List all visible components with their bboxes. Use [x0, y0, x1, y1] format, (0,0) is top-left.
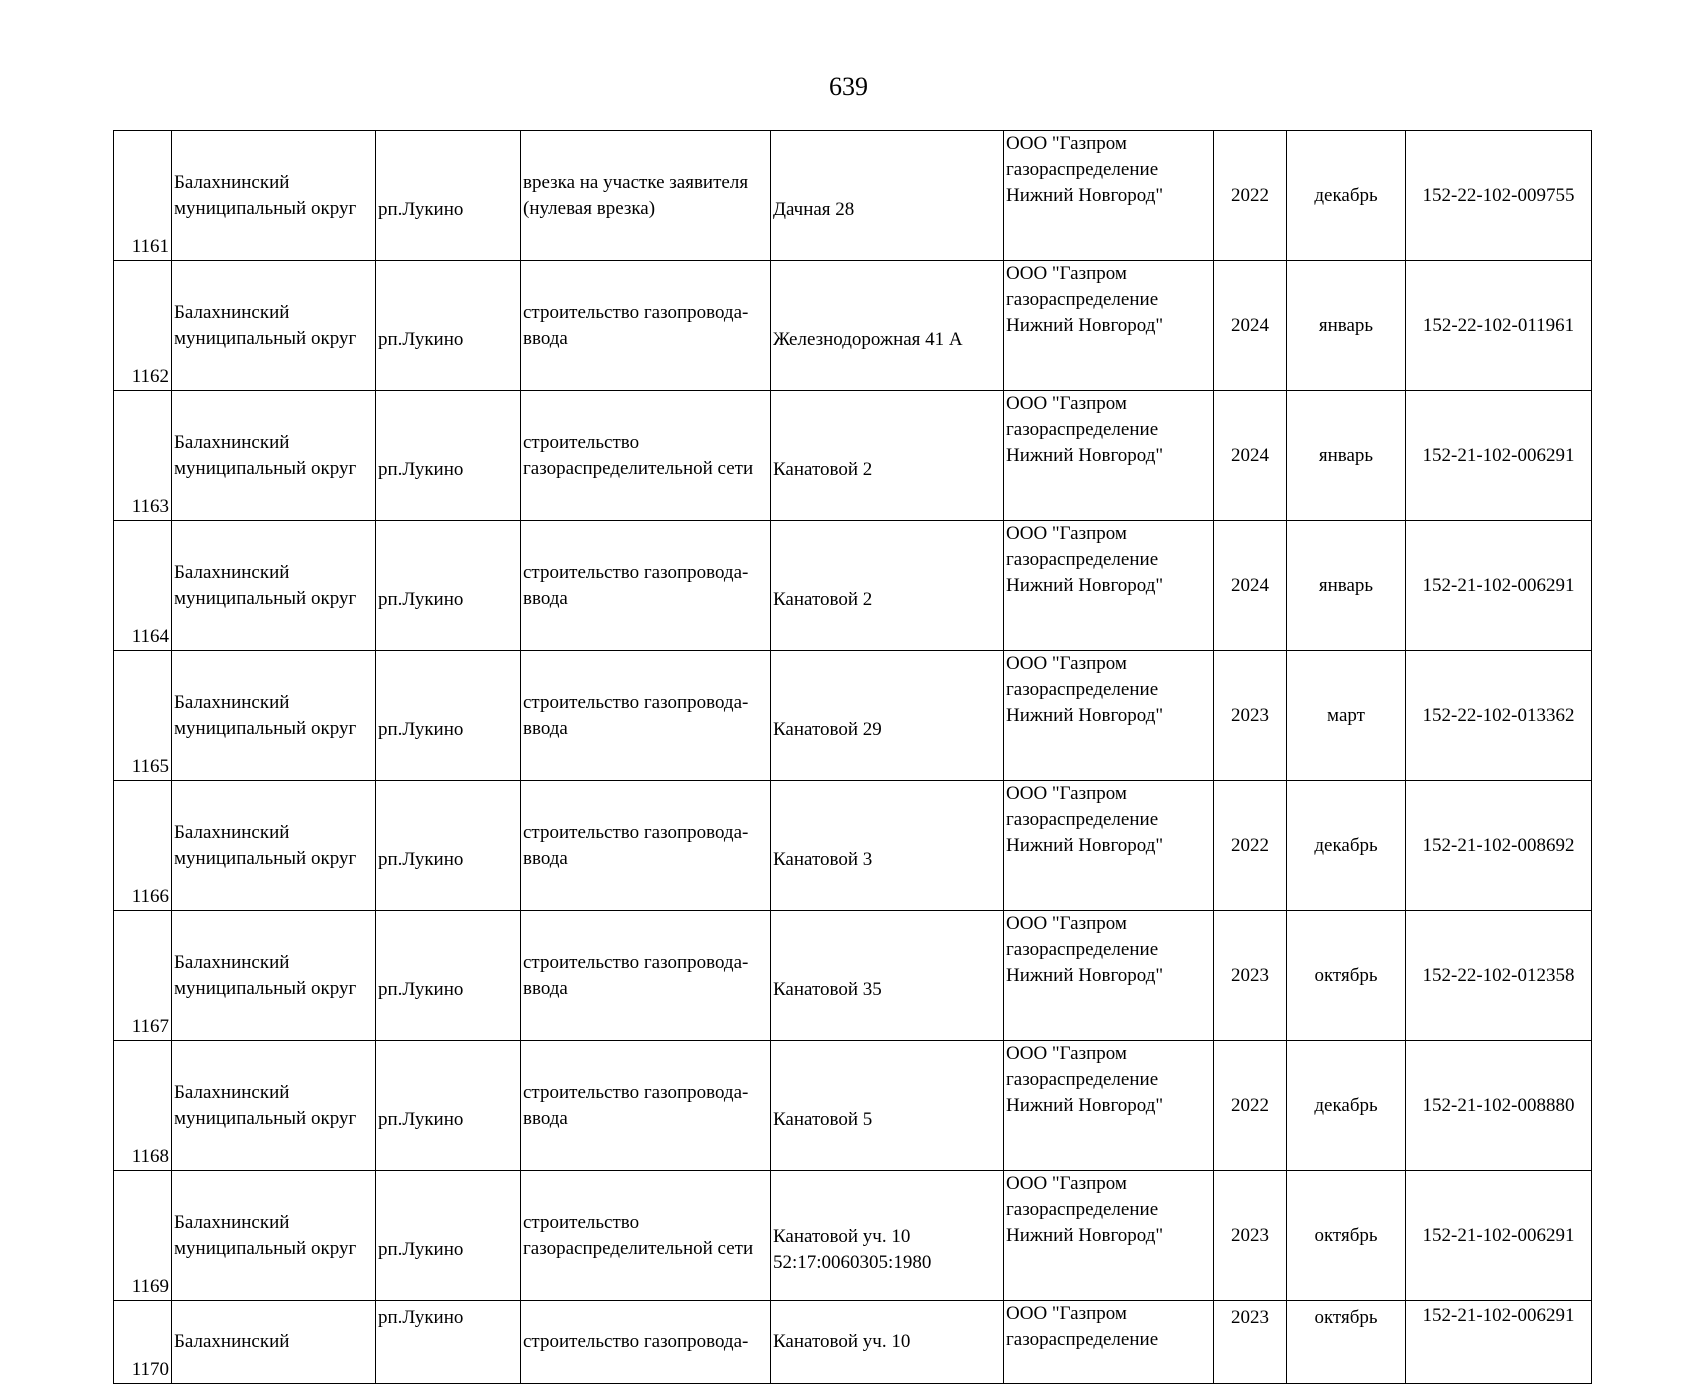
work-type-cell: строительство газопровода-ввода	[521, 781, 771, 911]
address-cell: Канатовой 5	[771, 1041, 1004, 1171]
work-type-cell: врезка на участке заявителя (нулевая врезка)	[521, 131, 771, 261]
district-cell: Балахнинский муниципальный округ	[172, 781, 376, 911]
organization-cell: ООО "Газпром газораспределение Нижний Новгород"	[1004, 261, 1214, 391]
table-row	[114, 651, 1592, 781]
code-cell: 152-21-102-006291	[1406, 1301, 1592, 1384]
work-type-cell: строительство газораспределительной сети	[521, 391, 771, 521]
table-row	[114, 391, 1592, 521]
code-cell: 152-21-102-006291	[1406, 391, 1592, 521]
row-number: 1161	[114, 131, 172, 261]
code-cell: 152-22-102-013362	[1406, 651, 1592, 781]
address-cell: Канатовой 2	[771, 521, 1004, 651]
work-type-cell: строительство газопровода-ввода	[521, 521, 771, 651]
table-row	[114, 1171, 1592, 1301]
year-cell: 2023	[1214, 651, 1287, 781]
year-cell: 2023	[1214, 911, 1287, 1041]
work-type-cell: строительство газопровода-ввода	[521, 651, 771, 781]
settlement-cell: рп.Лукино	[376, 1301, 521, 1384]
code-cell: 152-21-102-006291	[1406, 521, 1592, 651]
year-cell: 2024	[1214, 521, 1287, 651]
month-cell: октябрь	[1287, 1301, 1406, 1384]
settlement-cell: рп.Лукино	[376, 261, 521, 391]
row-number: 1168	[114, 1041, 172, 1171]
row-number: 1166	[114, 781, 172, 911]
year-cell: 2024	[1214, 391, 1287, 521]
district-cell: Балахнинский муниципальный округ	[172, 261, 376, 391]
row-number: 1162	[114, 261, 172, 391]
row-number: 1169	[114, 1171, 172, 1301]
district-cell: Балахнинский муниципальный округ	[172, 1041, 376, 1171]
district-cell: Балахнинский муниципальный округ	[172, 651, 376, 781]
address-cell: Канатовой уч. 10	[771, 1301, 1004, 1384]
month-cell: март	[1287, 651, 1406, 781]
settlement-cell: рп.Лукино	[376, 781, 521, 911]
row-number: 1167	[114, 911, 172, 1041]
work-type-cell: строительство газопровода-	[521, 1301, 771, 1384]
organization-cell: ООО "Газпром газораспределение Нижний Новгород"	[1004, 911, 1214, 1041]
address-cell: Железнодорожная 41 А	[771, 261, 1004, 391]
work-type-cell: строительство газораспределительной сети	[521, 1171, 771, 1301]
page-number: 639	[829, 72, 868, 101]
settlement-cell: рп.Лукино	[376, 131, 521, 261]
month-cell: октябрь	[1287, 911, 1406, 1041]
year-cell: 2022	[1214, 1041, 1287, 1171]
table-row	[114, 1301, 1592, 1384]
month-cell: декабрь	[1287, 131, 1406, 261]
settlement-cell: рп.Лукино	[376, 1171, 521, 1301]
row-number: 1165	[114, 651, 172, 781]
work-type-cell: строительство газопровода-ввода	[521, 261, 771, 391]
code-cell: 152-21-102-008880	[1406, 1041, 1592, 1171]
organization-cell: ООО "Газпром газораспределение Нижний Новгород"	[1004, 1041, 1214, 1171]
year-cell: 2023	[1214, 1171, 1287, 1301]
table-row	[114, 131, 1592, 261]
organization-cell: ООО "Газпром газораспределение Нижний Новгород"	[1004, 131, 1214, 261]
organization-cell: ООО "Газпром газораспределение Нижний Новгород"	[1004, 781, 1214, 911]
code-cell: 152-22-102-009755	[1406, 131, 1592, 261]
row-number: 1170	[114, 1301, 172, 1384]
district-cell: Балахнинский муниципальный округ	[172, 391, 376, 521]
month-cell: декабрь	[1287, 1041, 1406, 1171]
district-cell: Балахнинский муниципальный округ	[172, 911, 376, 1041]
settlement-cell: рп.Лукино	[376, 1041, 521, 1171]
address-cell: Канатовой 3	[771, 781, 1004, 911]
code-cell: 152-21-102-006291	[1406, 1171, 1592, 1301]
month-cell: январь	[1287, 391, 1406, 521]
year-cell: 2024	[1214, 261, 1287, 391]
organization-cell: ООО "Газпром газораспределение Нижний Новгород"	[1004, 1171, 1214, 1301]
district-cell: Балахнинский муниципальный округ	[172, 1171, 376, 1301]
row-number: 1164	[114, 521, 172, 651]
organization-cell: ООО "Газпром газораспределение Нижний Новгород"	[1004, 521, 1214, 651]
month-cell: январь	[1287, 261, 1406, 391]
registry-body	[114, 131, 1592, 1384]
registry-table	[113, 130, 1592, 1384]
table-row	[114, 911, 1592, 1041]
settlement-cell: рп.Лукино	[376, 391, 521, 521]
address-cell: Канатовой уч. 10 52:17:0060305:1980	[771, 1171, 1004, 1301]
district-cell: Балахнинский муниципальный округ	[172, 521, 376, 651]
organization-cell: ООО "Газпром газораспределение Нижний Новгород"	[1004, 391, 1214, 521]
settlement-cell: рп.Лукино	[376, 911, 521, 1041]
table-row	[114, 1041, 1592, 1171]
district-cell: Балахнинский муниципальный округ	[172, 131, 376, 261]
year-cell: 2022	[1214, 781, 1287, 911]
address-cell: Канатовой 29	[771, 651, 1004, 781]
address-cell: Канатовой 35	[771, 911, 1004, 1041]
organization-cell: ООО "Газпром газораспределение Нижний Новгород"	[1004, 651, 1214, 781]
table-row	[114, 781, 1592, 911]
address-cell: Канатовой 2	[771, 391, 1004, 521]
code-cell: 152-22-102-011961	[1406, 261, 1592, 391]
settlement-cell: рп.Лукино	[376, 651, 521, 781]
address-cell: Дачная 28	[771, 131, 1004, 261]
row-number: 1163	[114, 391, 172, 521]
month-cell: январь	[1287, 521, 1406, 651]
year-cell: 2022	[1214, 131, 1287, 261]
organization-cell: ООО "Газпром газораспределение	[1004, 1301, 1214, 1384]
code-cell: 152-22-102-012358	[1406, 911, 1592, 1041]
table-row	[114, 521, 1592, 651]
year-cell: 2023	[1214, 1301, 1287, 1384]
settlement-cell: рп.Лукино	[376, 521, 521, 651]
code-cell: 152-21-102-008692	[1406, 781, 1592, 911]
district-cell: Балахнинский	[172, 1301, 376, 1384]
work-type-cell: строительство газопровода-ввода	[521, 1041, 771, 1171]
month-cell: декабрь	[1287, 781, 1406, 911]
work-type-cell: строительство газопровода-ввода	[521, 911, 771, 1041]
table-row	[114, 261, 1592, 391]
month-cell: октябрь	[1287, 1171, 1406, 1301]
